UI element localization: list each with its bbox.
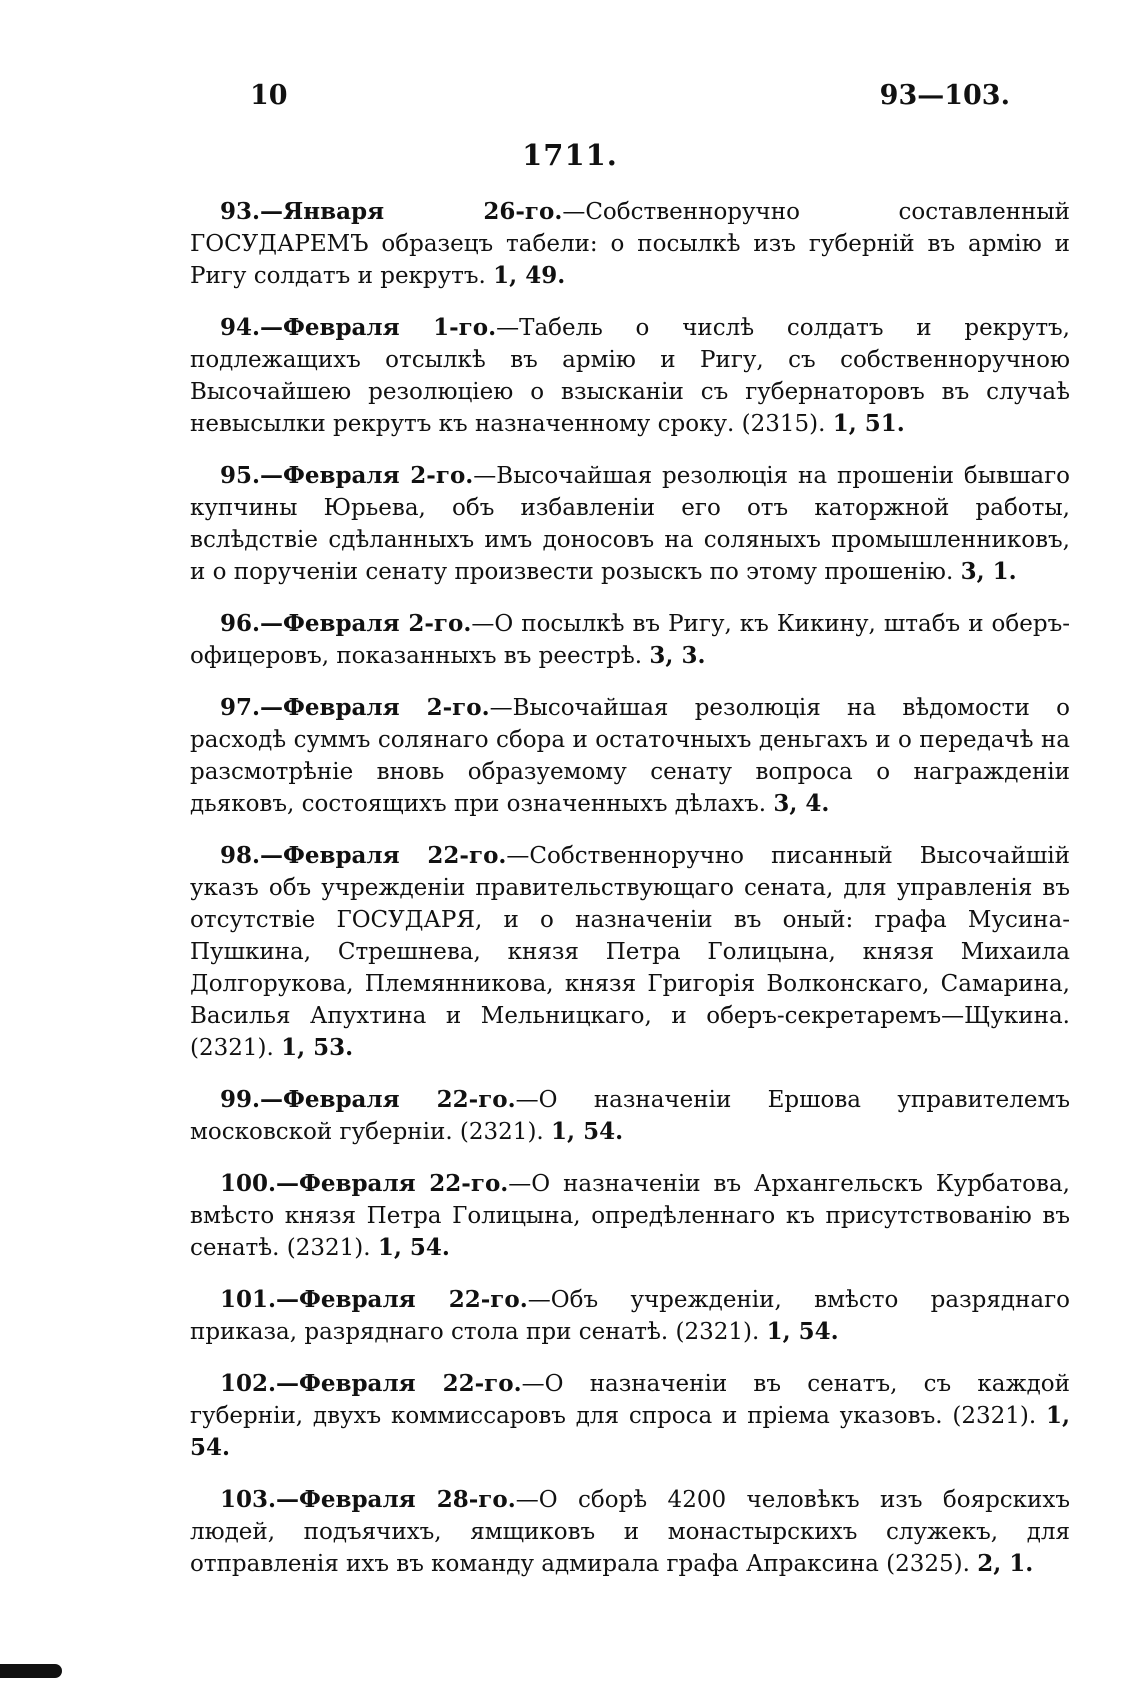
entry-number: 94.: [220, 314, 261, 341]
entry-93: [190, 196, 1070, 292]
entry-102: [190, 1368, 1070, 1464]
entry-date: —Февраля 22-го.: [276, 1170, 509, 1197]
entry-date: —Февраля 28-го.: [276, 1486, 516, 1513]
entry-text: —Табель о числѣ солдатъ и рекрутъ, подлежащихъ отсылкѣ въ армію и Ригу, съ собственноручною Высочайшею резолюціею о взысканіи съ губернаторовъ въ случаѣ невысылки рекрутъ къ назначенному сроку. (2315).: [190, 315, 1070, 437]
entry-reference: 3, 3.: [649, 642, 706, 669]
entry-text: —О сборѣ 4200 человѣкъ изъ боярскихъ людей, подъячихъ, ямщиковъ и монастырскихъ служекъ, для отправленія ихъ въ команду адмирала графа Апраксина (2325).: [190, 1487, 1070, 1577]
entry-number: 96.: [220, 610, 261, 637]
entry-text: —Собственноручно писанный Высочайшій указъ объ учрежденіи правительствующаго сената, для управленія въ отсутствіе ГОСУДАРЯ, и о назначеніи въ оный: графа Мусина-Пушкина, Стрешнева, князя Петра Голицына, князя Михаила Долгорукова, Племянникова, князя Григорія Волконскаго, Самарина, Василья Апухтина и Мельницкаго, и оберъ-секретаремъ—Щукина. (2321).: [190, 843, 1070, 1061]
entry-range: 93—103.: [879, 80, 1010, 111]
entry-text: —О назначеніи въ Архангельскъ Курбатова, вмѣсто князя Петра Голицына, опредѣленнаго къ присутствованію въ сенатѣ. (2321).: [190, 1171, 1070, 1261]
entry-text: —Высочайшая резолюція на вѣдомости о расходѣ суммъ солянаго сбора и остаточныхъ деньгахъ и о передачѣ на разсмотрѣніе вновь образуемому сенату вопроса о награжденіи дьяковъ, состоящихъ при означенныхъ дѣлахъ.: [190, 695, 1070, 817]
entry-101: [190, 1284, 1070, 1348]
entry-date: —Февраля 22-го.: [260, 842, 507, 869]
entry-number: 95.: [220, 462, 261, 489]
entry-number: 101.: [220, 1286, 277, 1313]
entry-text: —Объ учрежденіи, вмѣсто разряднаго приказа, разряднаго стола при сенатѣ. (2321).: [190, 1287, 1070, 1345]
entry-number: 97.: [220, 694, 261, 721]
entry-reference: 3, 4.: [773, 790, 830, 817]
entry-reference: 2, 1.: [977, 1550, 1034, 1577]
entry-reference: 3, 1.: [960, 558, 1017, 585]
entry-reference: 1, 53.: [281, 1034, 354, 1061]
entry-96: [190, 608, 1070, 672]
page-header: [250, 80, 1010, 120]
entry-reference: 1, 51.: [832, 410, 905, 437]
entry-95: [190, 460, 1070, 588]
entry-date: —Февраля 22-го.: [276, 1370, 522, 1397]
year-heading: 1711.: [522, 138, 618, 172]
entry-text: —Собственноручно составленный ГОСУДАРЕМЪ образецъ табели: о посылкѣ изъ губерній въ армію и Ригу солдатъ и рекрутъ.: [190, 199, 1070, 289]
entry-text: —О посылкѣ въ Ригу, къ Кикину, штабъ и оберъ-офицеровъ, показанныхъ въ реестрѣ.: [190, 611, 1070, 669]
entry-date: —Февраля 22-го.: [260, 1086, 516, 1113]
entry-reference: 1, 54.: [190, 1402, 1070, 1461]
entry-reference: 1, 54.: [551, 1118, 624, 1145]
scan-edge-mark: [0, 1664, 62, 1678]
entry-date: —Февраля 22-го.: [276, 1286, 528, 1313]
entry-99: [190, 1084, 1070, 1148]
entry-number: 103.: [220, 1486, 277, 1513]
entry-103: [190, 1484, 1070, 1580]
entry-date: —Февраля 1-го.: [260, 314, 497, 341]
entry-date: —Февраля 2-го.: [260, 462, 474, 489]
entry-text: —О назначеніи въ сенатъ, съ каждой губерніи, двухъ коммиссаровъ для спроса и пріема указовъ. (2321).: [190, 1371, 1070, 1429]
entry-text: —Высочайшая резолюція на прошеніи бывшаго купчины Юрьева, объ избавленіи его отъ каторжной работы, вслѣдствіе сдѣланныхъ имъ доносовъ на соляныхъ промышленниковъ, и о порученіи сенату произвести розыскъ по этому прошенію.: [190, 463, 1070, 585]
entry-date: —Января 26-го.: [260, 198, 563, 225]
entry-number: 93.: [220, 198, 261, 225]
entry-94: [190, 312, 1070, 440]
entry-100: [190, 1168, 1070, 1264]
entry-number: 99.: [220, 1086, 261, 1113]
entry-98: [190, 840, 1070, 1064]
entry-97: [190, 692, 1070, 820]
entry-number: 98.: [220, 842, 261, 869]
entry-date: —Февраля 2-го.: [260, 610, 472, 637]
entries-list: [190, 196, 1070, 1600]
entry-reference: 1, 54.: [377, 1234, 450, 1261]
entry-reference: 1, 54.: [766, 1318, 839, 1345]
entry-number: 102.: [220, 1370, 277, 1397]
entry-number: 100.: [220, 1170, 277, 1197]
entry-reference: 1, 49.: [493, 262, 566, 289]
entry-date: —Февраля 2-го.: [260, 694, 490, 721]
entry-text: —О назначеніи Ершова управителемъ московской губерніи. (2321).: [190, 1087, 1070, 1145]
page-number: 10: [250, 80, 288, 111]
